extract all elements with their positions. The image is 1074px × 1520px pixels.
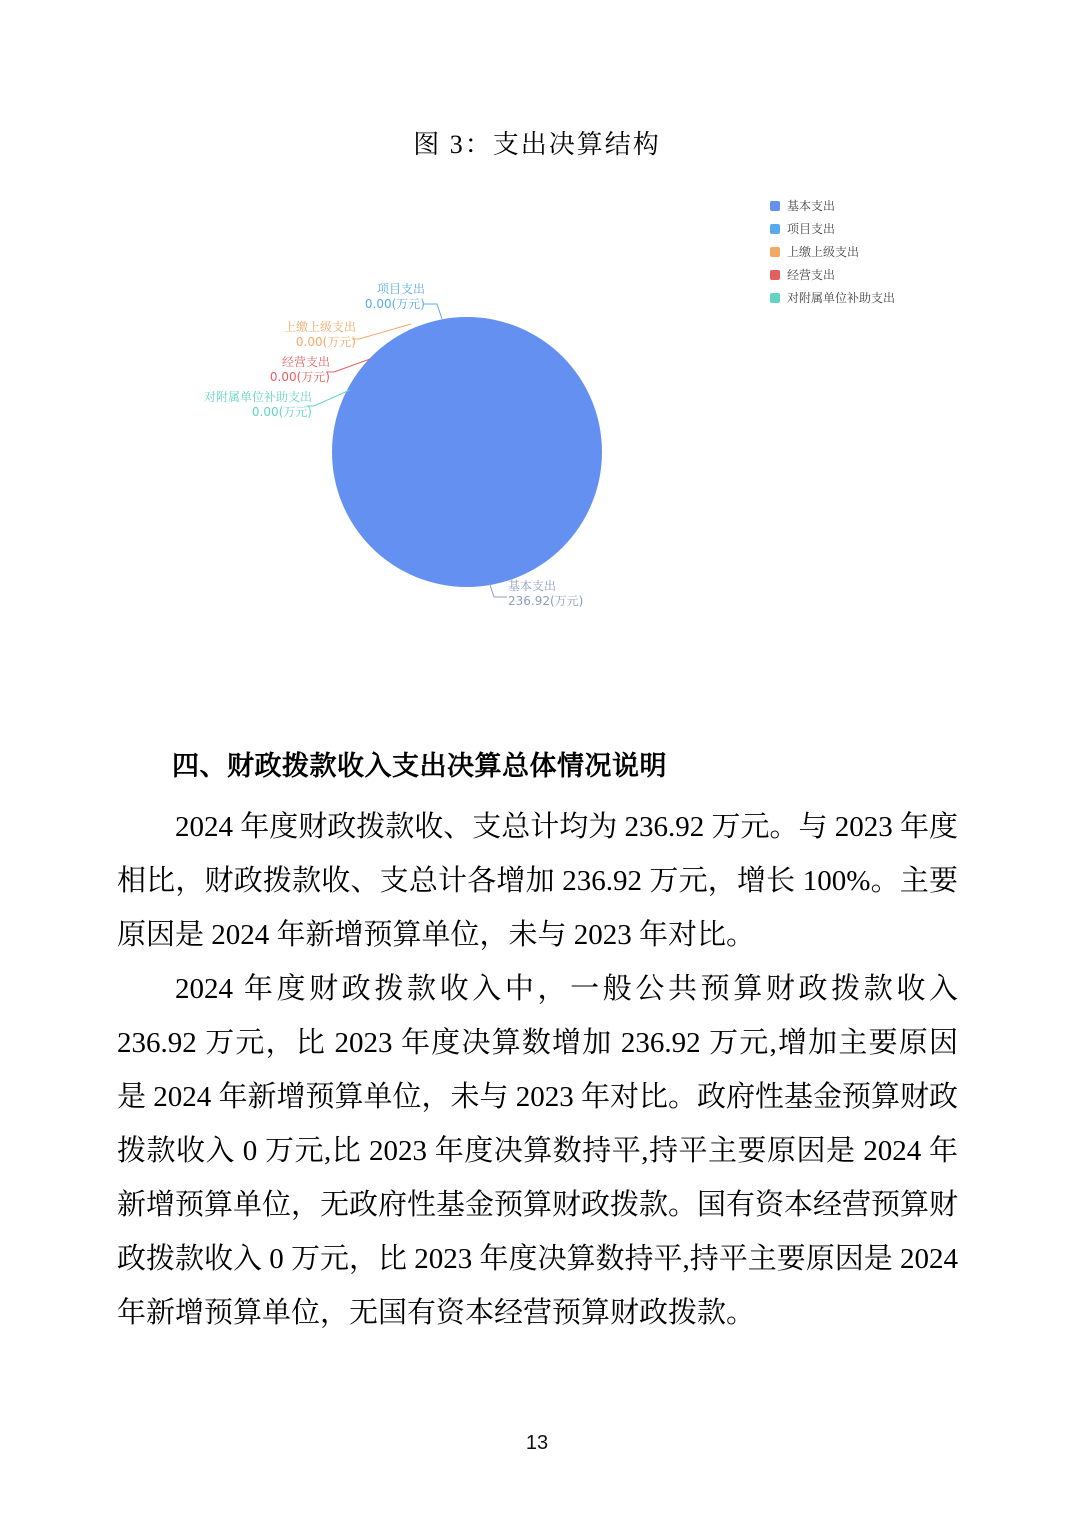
legend-label: 项目支出: [787, 222, 836, 236]
pie-label-basic: [508, 579, 648, 609]
legend-swatch-project: [770, 224, 780, 234]
pie-chart: [0, 170, 1074, 650]
section-heading: 四、财政拨款收入支出决算总体情况说明: [172, 751, 667, 781]
pie-label-name: 项目支出: [376, 282, 425, 296]
paragraph-2: [117, 962, 958, 1340]
body-line: 2024 年度财政拨款收入中，一般公共预算财政拨款收入: [175, 973, 958, 1005]
figure-title: 图 3：支出决算结构: [413, 130, 661, 159]
page-number: 13: [525, 1432, 549, 1454]
legend-label: 基本支出: [787, 199, 836, 213]
legend-item-project: [770, 217, 895, 240]
pie-label-operating: [238, 355, 330, 385]
legend-swatch-subsidy: [770, 293, 780, 303]
body-line: 政拨款收入 0 万元，比 2023 年度决算数持平,持平主要原因是 2024: [117, 1243, 959, 1275]
body-line: 拨款收入 0 万元,比 2023 年度决算数持平,持平主要原因是 2024 年: [117, 1135, 958, 1167]
pie-chart-canvas: [0, 170, 1074, 650]
leader-line-project: [424, 304, 442, 319]
legend-label: 对附属单位补助支出: [787, 291, 896, 305]
chart-legend: [770, 194, 895, 309]
body-line: 是 2024 年新增预算单位，未与 2023 年对比。政府性基金预算财政: [117, 1081, 959, 1113]
pie-label-name: 对附属单位补助支出: [203, 390, 312, 404]
pie-label-name: 经营支出: [281, 355, 330, 369]
body-line: 原因是 2024 年新增预算单位，未与 2023 年对比。: [117, 919, 756, 951]
pie-label-value: 236.92(万元): [508, 594, 584, 608]
legend-label: 上缴上级支出: [787, 245, 860, 259]
legend-label: 经营支出: [787, 268, 836, 282]
legend-item-upper: [770, 240, 895, 263]
pie-label-value: 0.00(万元): [295, 335, 356, 349]
pie-label-subsidy: [180, 390, 312, 420]
pie-label-name: 上缴上级支出: [283, 320, 356, 334]
body-line: 2024 年度财政拨款收、支总计均为 236.92 万元。与 2023 年度: [175, 811, 959, 843]
body-line: 新增预算单位，无政府性基金预算财政拨款。国有资本经营预算财: [117, 1189, 959, 1221]
body-line: 相比，财政拨款收、支总计各增加 236.92 万元，增长 100%。主要: [117, 865, 958, 897]
body-text: [117, 800, 958, 1340]
paragraph-1: [117, 800, 958, 962]
pie-label-value: 0.00(万元): [364, 297, 425, 311]
pie-slice-basic: [332, 317, 602, 587]
pie-label-value: 0.00(万元): [269, 370, 330, 384]
pie-label-upper: [240, 320, 356, 350]
body-line: 年新增预算单位，无国有资本经营预算财政拨款。: [117, 1297, 756, 1329]
body-line: 236.92 万元，比 2023 年度决算数增加 236.92 万元,增加主要原因: [117, 1027, 958, 1059]
legend-item-basic: [770, 194, 895, 217]
pie-label-name: 基本支出: [508, 579, 557, 593]
legend-item-operating: [770, 263, 895, 286]
legend-swatch-operating: [770, 270, 780, 280]
pie-label-value: 0.00(万元): [251, 405, 312, 419]
legend-swatch-basic: [770, 201, 780, 211]
pie-label-project: [330, 282, 425, 312]
legend-item-subsidy: [770, 286, 895, 309]
legend-swatch-upper: [770, 247, 780, 257]
